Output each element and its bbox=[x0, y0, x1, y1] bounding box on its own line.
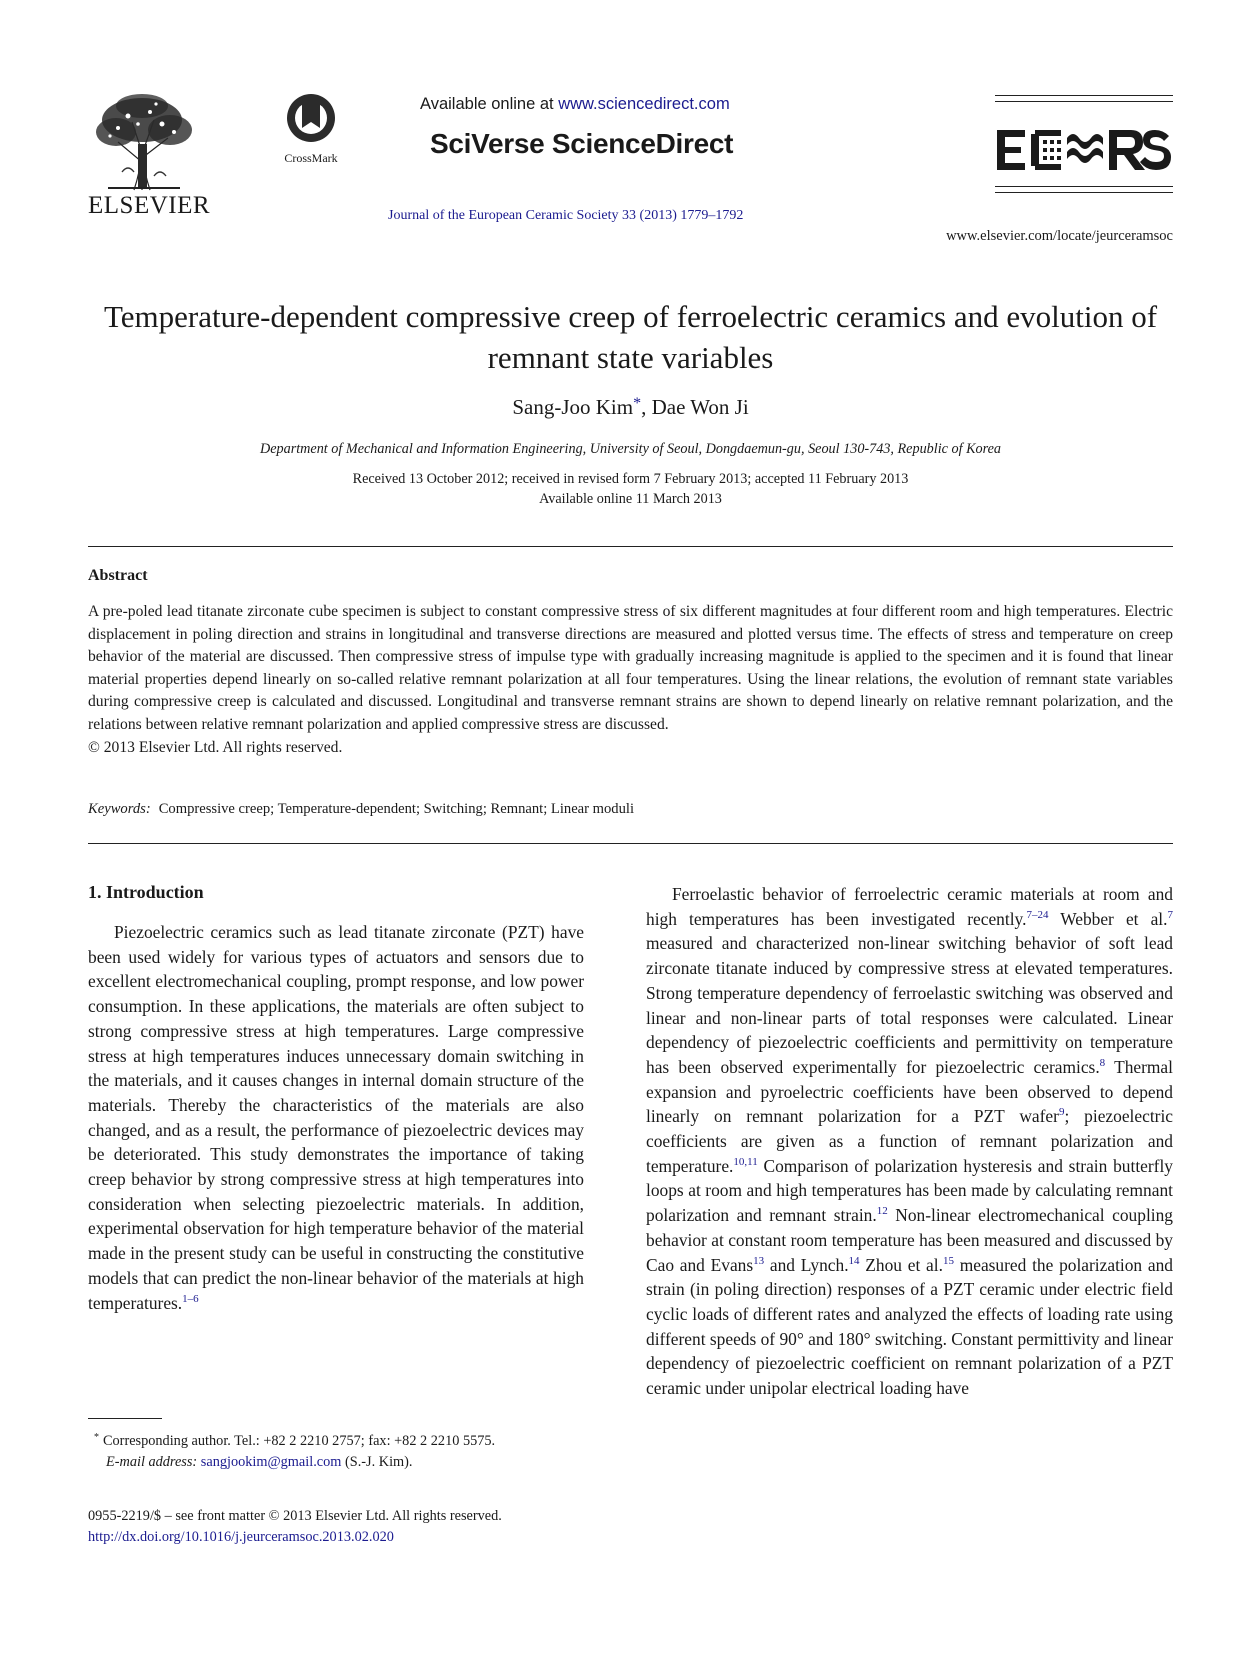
paragraph-text: Zhou et al. bbox=[859, 1254, 943, 1275]
paragraph-text: measured the polarization and strain (in poling direction) responses of a PZT ceramic under electric field cyclic loads of different rates and analyzed the effects of loading rate using different speeds of 90° and 180° switching. Constant permittivity and linear dependency of piezoelectric coefficient on remnant polarization of a PZT ceramic under unipolar electrical loading have bbox=[646, 1254, 1173, 1399]
email-suffix: (S.-J. Kim). bbox=[341, 1454, 413, 1470]
ecers-logo-icon bbox=[995, 122, 1173, 178]
header-rule bbox=[995, 101, 1173, 102]
header-rule bbox=[995, 95, 1173, 96]
paragraph-text: Ferroelastic behavior of ferroelectric ceramic materials at room and high temperatures has been investigated recently. bbox=[646, 884, 1173, 929]
ecers-logo bbox=[995, 122, 1173, 183]
received-dates: Received 13 October 2012; received in revised form 7 February 2013; accepted 11 February 2013 bbox=[352, 471, 909, 487]
citation-link[interactable]: 8 bbox=[1099, 1056, 1106, 1069]
corresponding-author-footnote bbox=[88, 1427, 584, 1473]
citation-link[interactable]: 7–24 bbox=[1026, 908, 1049, 921]
citation-link[interactable]: 15 bbox=[942, 1254, 954, 1267]
paragraph-text: Webber et al. bbox=[1048, 908, 1168, 929]
intro-paragraph bbox=[646, 882, 1173, 1401]
journal-site-url[interactable]: www.elsevier.com/locate/jeurceramsoc bbox=[946, 228, 1173, 244]
citation-link[interactable]: 13 bbox=[753, 1254, 765, 1267]
abstract-text: A pre-poled lead titanate zirconate cube specimen is subject to constant compressive stress of six different magnitudes at four different room and high temperatures. Electric displacement in poling direction and strains in longitudinal and transverse directions are measured and plotted versus time. The effects of stress and temperature on creep behavior of the material are discussed. Then compressive stress of impulse type with gradually increasing magnitude is applied to the specimen and it is found that linear material properties depend linearly on so-called relative remnant polarization at all four temperatures. Using the linear relations, the evolution of remnant state variables during compressive creep is calculated and discussed. Longitudinal and transverse remnant strains are shown to depend linearly on relative remnant polarization, and the relations between relative remnant polarization and applied compressive stress are discussed. bbox=[88, 603, 1173, 733]
header-rule bbox=[995, 186, 1173, 187]
article-history bbox=[88, 469, 1173, 509]
keywords-label: Keywords: bbox=[88, 801, 151, 817]
paragraph-text: and Lynch. bbox=[764, 1254, 849, 1275]
abstract-heading: Abstract bbox=[88, 567, 148, 584]
available-prefix: Available online at bbox=[420, 95, 559, 113]
keywords bbox=[88, 801, 634, 818]
elsevier-logo bbox=[88, 92, 211, 220]
paragraph-text: Comparison of polarization hysteresis and strain butterfly loops at room and high temperatures has been made by calculating remnant polarization and remnant strain. bbox=[646, 1155, 1173, 1226]
citation-link[interactable]: 9 bbox=[1058, 1106, 1065, 1119]
left-column bbox=[88, 920, 584, 1315]
email-link[interactable]: sangjookim@gmail.com bbox=[200, 1454, 342, 1470]
citation-link[interactable]: 12 bbox=[876, 1205, 888, 1218]
section-heading-introduction: 1. Introduction bbox=[88, 882, 204, 902]
crossmark-badge[interactable] bbox=[276, 92, 346, 166]
right-column bbox=[646, 882, 1173, 1401]
affiliation: Department of Mechanical and Information Engineering, University of Seoul, Dongdaemun-gu, Seoul 130-743, Republic of Korea bbox=[259, 441, 1002, 457]
paragraph-text: measured and characterized non-linear switching behavior of soft lead zirconate titanate induced by compressive stress at elevated temperatures. Strong temperature dependency of ferroelastic switching was observed and linear and non-linear parts of total responses were calculated. Linear dependency of piezoelectric coefficients and permittivity on temperature has been observed experimentally for piezoelectric ceramics. bbox=[646, 933, 1173, 1077]
paragraph-text: Thermal expansion and pyroelectric coefficients have been observed to depend linearly on remnant polarization for a PZT wafer bbox=[646, 1056, 1173, 1127]
section-divider bbox=[88, 843, 1173, 844]
intro-paragraph bbox=[88, 920, 584, 1315]
corresponding-contact: Corresponding author. Tel.: +82 2 2210 2757; fax: +82 2 2210 5575. bbox=[103, 1433, 496, 1449]
elsevier-tree-icon bbox=[88, 92, 196, 192]
citation-link[interactable]: 10,11 bbox=[733, 1155, 758, 1168]
corresponding-author-mark[interactable]: * bbox=[633, 395, 642, 412]
header-rule bbox=[995, 192, 1173, 193]
citation-link[interactable]: 14 bbox=[848, 1254, 860, 1267]
paragraph-text: ; piezoelectric coefficients are given as a function of remnant polarization and temperature. bbox=[646, 1106, 1173, 1176]
sciverse-sciencedirect-logo: SciVerse ScienceDirect bbox=[430, 128, 734, 159]
author-list bbox=[88, 395, 1173, 420]
online-date: Available online 11 March 2013 bbox=[539, 491, 722, 507]
abstract-copyright: © 2013 Elsevier Ltd. All rights reserved. bbox=[88, 738, 343, 756]
paragraph-text: Piezoelectric ceramics such as lead titanate zirconate (PZT) have been used widely for various types of actuators and sensors due to excellent electromechanical coupling, prompt response, and low power consumption. In these applications, the materials are often subject to strong compressive stress at high temperatures. Large compressive stress at high temperatures induces unnecessary domain switching in the materials, and it causes changes in internal domain structure of the materials. Thereby the characteristics of the materials are also changed, and as a result, the performance of piezoelectric devices may be deteriorated. This study demonstrates the importance of taking creep behavior by strong compressive stress at high temperatures into consideration when selecting piezoelectric materials. In addition, experimental observation for high temperature behavior of the material made in the present study can be useful in constructing the constitutive models that can predict the non-linear behavior of the materials at high temperatures. bbox=[88, 922, 584, 1313]
elsevier-wordmark: ELSEVIER bbox=[88, 192, 211, 219]
footnote-mark: * bbox=[94, 1432, 99, 1443]
abstract-body bbox=[88, 601, 1173, 759]
crossmark-label: CrossMark bbox=[284, 151, 338, 165]
citation-link[interactable]: 1–6 bbox=[182, 1292, 199, 1305]
crossmark-icon bbox=[285, 92, 337, 144]
issn-copyright: 0955-2219/$ – see front matter © 2013 Elsevier Ltd. All rights reserved. bbox=[88, 1508, 502, 1524]
article-title: Temperature-dependent compressive creep of ferroelectric ceramics and evolution of remnant state variables bbox=[103, 299, 1158, 375]
front-matter bbox=[88, 1506, 648, 1548]
journal-reference-link[interactable]: Journal of the European Ceramic Society 33 (2013) 1779–1792 bbox=[388, 208, 744, 223]
footnote-rule bbox=[88, 1418, 162, 1419]
email-label: E-mail address: bbox=[106, 1454, 198, 1470]
available-online bbox=[420, 95, 730, 114]
author-name: , Dae Won Ji bbox=[641, 395, 749, 419]
paragraph-text: Non-linear electromechanical coupling behavior at constant room temperature has been measured and discussed by Cao and Evans bbox=[646, 1205, 1174, 1275]
sciencedirect-link[interactable]: www.sciencedirect.com bbox=[558, 95, 730, 113]
doi-link[interactable]: http://dx.doi.org/10.1016/j.jeurceramsoc.2013.02.020 bbox=[88, 1529, 394, 1545]
section-divider bbox=[88, 546, 1173, 547]
citation-link[interactable]: 7 bbox=[1167, 908, 1173, 921]
keywords-list: Compressive creep; Temperature-dependent; Switching; Remnant; Linear moduli bbox=[158, 801, 635, 817]
author-name[interactable]: Sang-Joo Kim bbox=[512, 395, 634, 419]
